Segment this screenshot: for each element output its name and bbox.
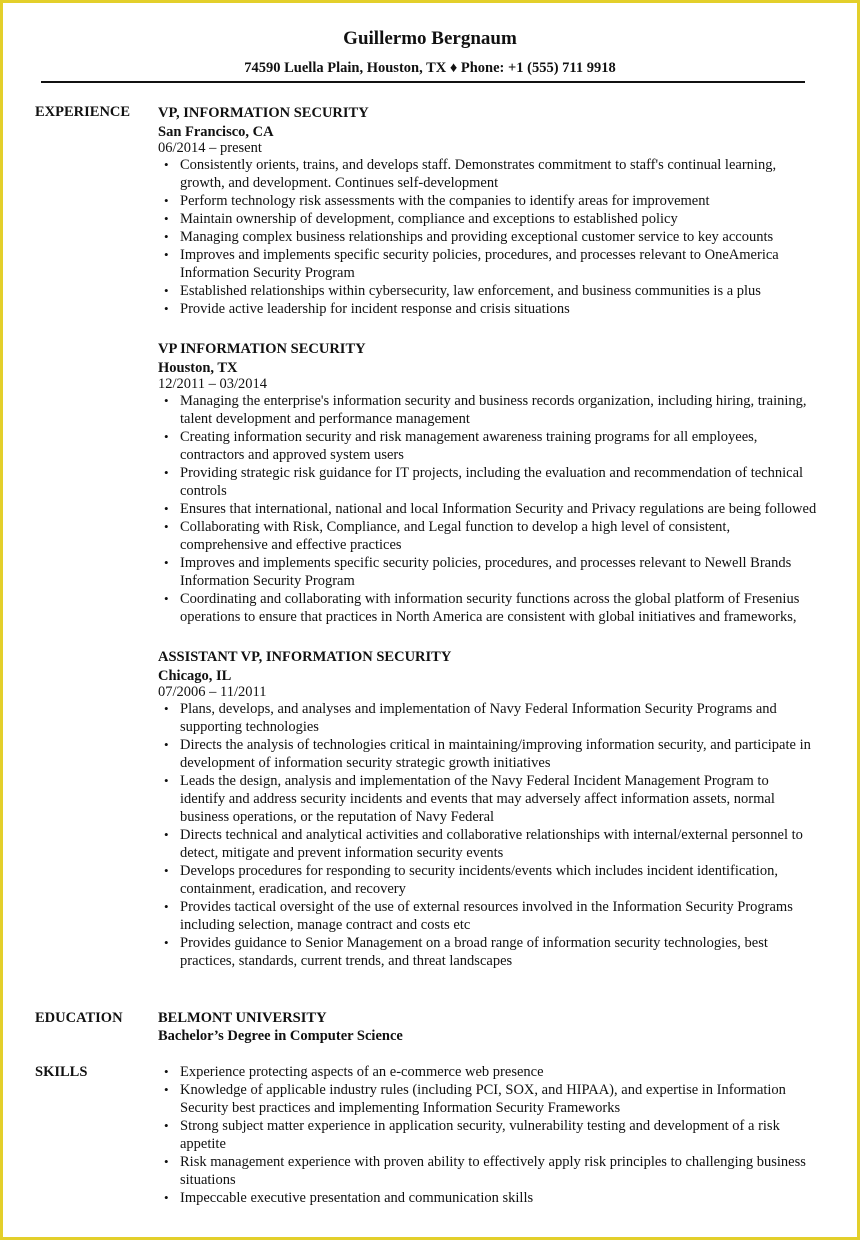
skills-body — [158, 1063, 817, 1207]
job-title: VP, INFORMATION SECURITY — [158, 105, 369, 121]
skill-item: • Strong subject matter experience in application security, vulnerability testing and development of a risk appetite — [180, 1117, 817, 1153]
candidate-name: Guillermo Bergnaum — [343, 28, 517, 49]
experience-list — [158, 103, 817, 991]
job-bullet: • Improves and implements specific security policies, procedures, and processes relevant to OneAmerica Information Security Program — [180, 246, 817, 282]
job-bullet: • Leads the design, analysis and implementation of the Navy Federal Incident Management Program to identify and address security incidents and events that may adversely affect information assets, normal business operations, or the reputation of Navy Federal — [180, 772, 817, 826]
skill-item: • Impeccable executive presentation and communication skills — [180, 1189, 817, 1207]
degree-name: Bachelor’s Degree in Computer Science — [158, 1028, 403, 1044]
job-entry — [158, 103, 817, 318]
job-title: VP INFORMATION SECURITY — [158, 341, 366, 357]
experience-section — [35, 103, 817, 991]
skill-item: • Risk management experience with proven ability to effectively apply risk principles to challenging business situations — [180, 1153, 817, 1189]
job-bullet: • Provides tactical oversight of the use of external resources involved in the Information Security Programs including selection, manage contract and costs etc — [180, 898, 817, 934]
job-bullet: • Established relationships within cybersecurity, law enforcement, and business communities is a plus — [180, 282, 817, 300]
section-title-skills: SKILLS — [35, 1064, 88, 1080]
job-bullet: • Managing complex business relationships and providing exceptional customer service to key accounts — [180, 228, 817, 246]
job-bullet: • Consistently orients, trains, and develops staff. Demonstrates commitment to staff's continual learning, growth, and development. Continues self-development — [180, 156, 817, 192]
job-bullet: • Directs technical and analytical activities and collaborative relationships with internal/external personnel to detect, mitigate and prevent information security events — [180, 826, 817, 862]
job-bullets — [158, 392, 817, 626]
header-divider — [41, 81, 805, 83]
job-entry — [158, 647, 817, 970]
job-bullet: • Providing strategic risk guidance for IT projects, including the evaluation and recommendation of technical controls — [180, 464, 817, 500]
job-bullet: • Collaborating with Risk, Compliance, and Legal function to develop a high level of consistent, comprehensive and effective practices — [180, 518, 817, 554]
job-bullet: • Maintain ownership of development, compliance and exceptions to established policy — [180, 210, 817, 228]
job-bullet: • Creating information security and risk management awareness training programs for all employees, contractors and approved system users — [180, 428, 817, 464]
section-title-experience: EXPERIENCE — [35, 104, 131, 120]
job-bullet: • Ensures that international, national and local Information Security and Privacy regulations are being followed — [180, 500, 817, 518]
skill-item: • Experience protecting aspects of an e-commerce web presence — [180, 1063, 817, 1081]
education-section — [35, 1009, 817, 1045]
job-dates: 07/2006 – 11/2011 — [158, 684, 267, 700]
job-dates: 06/2014 – present — [158, 140, 262, 156]
school-name: BELMONT UNIVERSITY — [158, 1010, 327, 1026]
job-location: Houston, TX — [158, 360, 238, 376]
job-location: Chicago, IL — [158, 668, 232, 684]
job-bullet: • Improves and implements specific security policies, procedures, and processes relevant to Newell Brands Information Security Program — [180, 554, 817, 590]
job-entry — [158, 339, 817, 626]
resume-header — [3, 3, 857, 83]
job-bullet: • Directs the analysis of technologies critical in maintaining/improving information security, and participate in development of information security strategic growth initiatives — [180, 736, 817, 772]
job-bullet: • Develops procedures for responding to security incidents/events which includes incident identification, containment, eradication, and recovery — [180, 862, 817, 898]
skills-section — [35, 1063, 817, 1207]
education-body — [158, 1009, 817, 1045]
job-title: ASSISTANT VP, INFORMATION SECURITY — [158, 649, 452, 665]
job-location: San Francisco, CA — [158, 124, 274, 140]
job-bullet: • Coordinating and collaborating with information security functions across the global platform of Fresenius operations to ensure that practices in North America are consistent with global initiatives and frameworks, — [180, 590, 817, 626]
job-bullets — [158, 700, 817, 970]
contact-line: 74590 Luella Plain, Houston, TX ♦ Phone: +1 (555) 711 9918 — [244, 60, 616, 76]
job-bullet: • Plans, develops, and analyses and implementation of Navy Federal Information Security Programs and supporting technologies — [180, 700, 817, 736]
section-title-education: EDUCATION — [35, 1010, 123, 1026]
job-bullet: • Provide active leadership for incident response and crisis situations — [180, 300, 817, 318]
job-bullets — [158, 156, 817, 318]
job-dates: 12/2011 – 03/2014 — [158, 376, 268, 392]
job-bullet: • Provides guidance to Senior Management on a broad range of information security technologies, best practices, standards, current trends, and threat landscapes — [180, 934, 817, 970]
skills-list — [158, 1063, 817, 1207]
job-bullet: • Managing the enterprise's information security and business records organization, including hiring, training, talent development and performance management — [180, 392, 817, 428]
job-bullet: • Perform technology risk assessments with the companies to identify areas for improvement — [180, 192, 817, 210]
skill-item: • Knowledge of applicable industry rules (including PCI, SOX, and HIPAA), and expertise in Information Security best practices and implementing Information Security Frameworks — [180, 1081, 817, 1117]
